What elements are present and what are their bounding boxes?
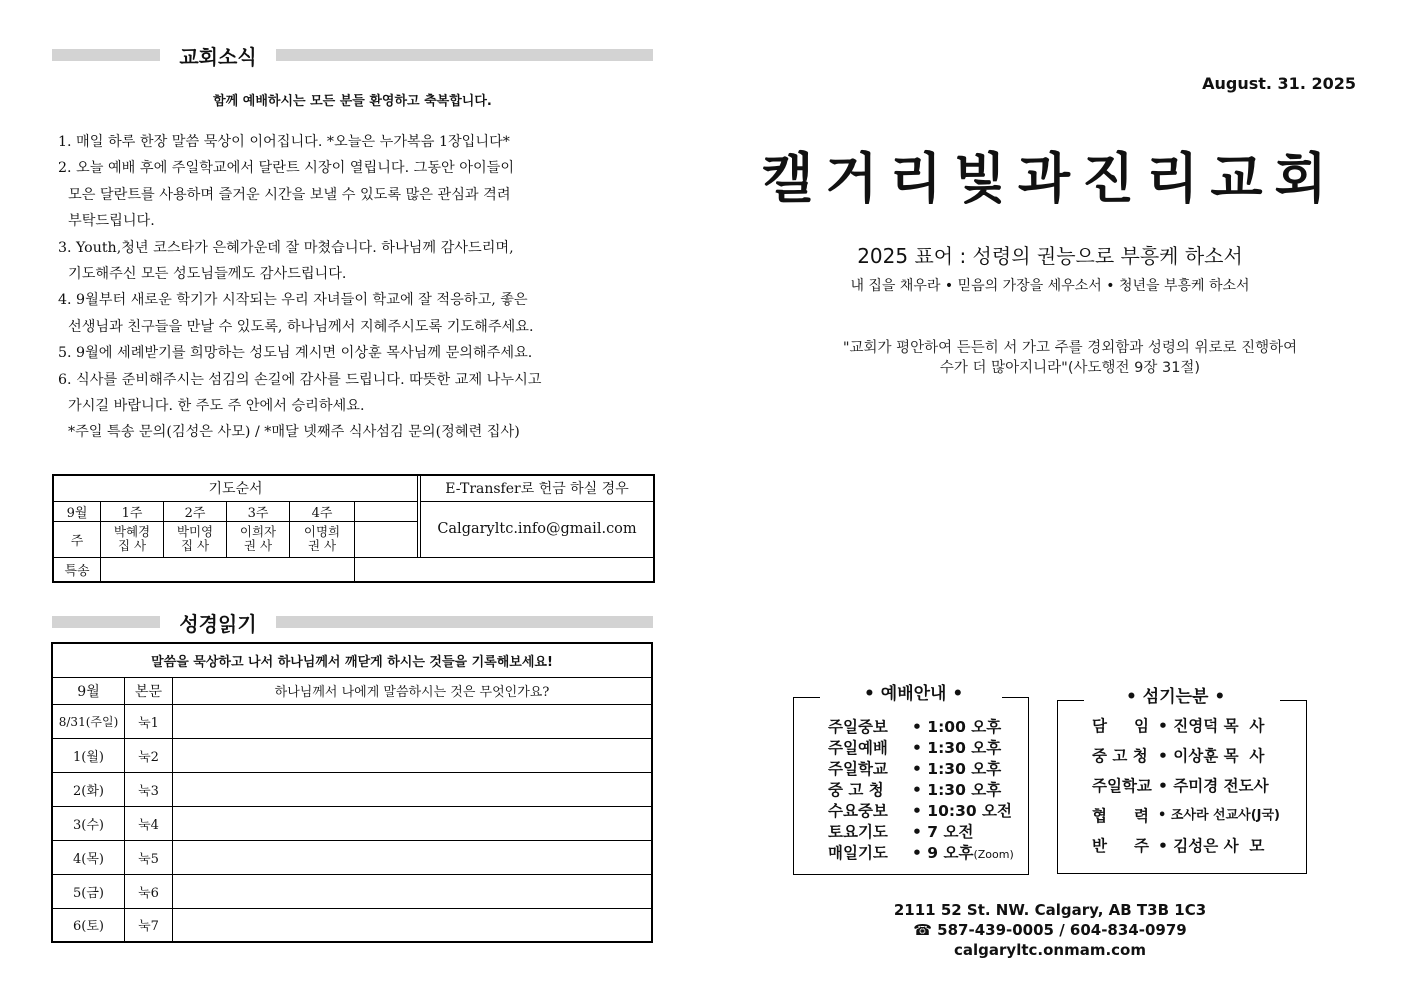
reading-note-cell[interactable] [173, 704, 653, 738]
worship-name: 주일예배 [828, 739, 888, 757]
reading-row [52, 908, 652, 942]
worship-time [912, 799, 1012, 821]
church-contact [760, 900, 1340, 960]
reading-row [52, 874, 652, 908]
worship-name: 중 고 청 [828, 781, 884, 799]
server-role: 협 력 [1092, 807, 1149, 825]
prayer-person: 박혜경 집 사 [101, 521, 164, 557]
news-item: 선생님과 친구들을 만날 수 있도록, 하나님께서 지혜주시도록 기도해주세요. [68, 318, 534, 335]
prayer-empty-cell [355, 521, 418, 557]
church-name: 캘거리빛과진리교회 [761, 147, 1339, 210]
worship-time-text: • 1:00 오후 [912, 718, 1002, 736]
server-name: • 진영덕 목 사 [1158, 717, 1265, 735]
reading-passage: 눅6 [125, 874, 173, 908]
welcome-message: 함께 예배하시는 모든 분들 환영하고 축복합니다. [213, 94, 492, 109]
server-name: • 조사라 선교사(J국) [1158, 808, 1280, 823]
worship-time [912, 715, 1001, 737]
etransfer-email[interactable]: Calgaryltc.info@gmail.com [421, 501, 655, 557]
reading-section-header [52, 612, 653, 636]
prayer-person: 박미영 집 사 [164, 521, 227, 557]
header-bar-right [276, 616, 653, 628]
reading-day: 4(목) [52, 840, 125, 874]
reading-note-cell[interactable] [173, 806, 653, 840]
box-border [1058, 700, 1084, 701]
worship-name: 토요기도 [828, 823, 888, 841]
news-section-title: 교회소식 [179, 45, 257, 69]
etransfer-title: E-Transfer로 헌금 하실 경우 [421, 475, 655, 501]
annual-motto: 2025 표어 : 성령의 권능으로 부흥케 하소서 [857, 244, 1243, 268]
server-name: • 이상훈 목 사 [1158, 747, 1265, 765]
reading-intro: 말씀을 묵상하고 나서 하나님께서 깨닫게 하시는 것들을 기록해보세요! [52, 643, 652, 677]
worship-name: 매일기도 [828, 844, 888, 862]
header-bar-left [52, 49, 160, 61]
servers-title: • 섬기는분 • [1126, 687, 1226, 707]
news-item: 가시길 바랍니다. 한 주도 주 안에서 승리하세요. [68, 398, 365, 415]
reading-passage: 눅7 [125, 908, 173, 942]
reading-note-cell[interactable] [173, 874, 653, 908]
col-passage: 본문 [125, 677, 173, 704]
worship-time [912, 757, 1001, 779]
reading-day: 3(수) [52, 806, 125, 840]
prayer-person: 이희자 권 사 [227, 521, 290, 557]
news-item: 6. 식사를 준비해주시는 섬김의 손길에 감사를 드립니다. 따뜻한 교제 나누시고 [58, 371, 542, 388]
reading-note-cell[interactable] [173, 840, 653, 874]
week-empty [355, 501, 418, 521]
worship-time [912, 841, 1014, 863]
church-website[interactable]: calgaryltc.onmam.com [954, 941, 1146, 959]
verse-line: 수가 더 많아지니라"(사도행전 9장 31절) [939, 360, 1201, 376]
reading-note-cell[interactable] [173, 772, 653, 806]
news-item: 5. 9월에 세례받기를 희망하는 성도님 계시면 이상훈 목사님께 문의해주세요. [58, 345, 533, 362]
special-song-empty [355, 557, 655, 582]
worship-time-text: • 1:30 오후 [912, 739, 1002, 757]
reading-row [52, 772, 652, 806]
reading-note-cell[interactable] [173, 738, 653, 772]
worship-time-text: • 10:30 오전 [912, 802, 1012, 820]
worship-name: 주일학교 [828, 760, 888, 778]
header-bar-left [52, 616, 160, 628]
worship-time-text: • 9 오후 [912, 844, 974, 862]
week-header: 1주 [101, 501, 164, 521]
news-item: *주일 특송 문의(김성은 사모) / *매달 넷째주 식사섬김 문의(정혜련 집사) [68, 424, 520, 441]
reading-day: 6(토) [52, 908, 125, 942]
news-item: 부탁드립니다. [68, 213, 155, 230]
special-song-label: 특송 [53, 557, 101, 582]
worship-time-text: • 1:30 오후 [912, 781, 1002, 799]
news-list [58, 129, 658, 446]
worship-time-text: • 1:30 오후 [912, 760, 1002, 778]
week-header: 2주 [164, 501, 227, 521]
reading-day: 1(월) [52, 738, 125, 772]
server-role: 주일학교 [1092, 777, 1152, 795]
week-header: 4주 [290, 501, 355, 521]
server-role: 반 주 [1092, 837, 1149, 855]
news-item: 2. 오늘 예배 후에 주일학교에서 달란트 시장이 열립니다. 그동안 아이들이 [58, 160, 515, 177]
scripture-verse [770, 338, 1370, 378]
worship-name: 수요중보 [828, 802, 888, 820]
worship-note: (Zoom) [973, 848, 1014, 861]
prayer-row-label: 주 [53, 521, 101, 557]
prayer-table-title: 기도순서 [53, 475, 418, 501]
news-item: 모은 달란트를 사용하며 즐거운 시간을 보낼 수 있도록 많은 관심과 격려 [68, 186, 511, 203]
reading-row [52, 738, 652, 772]
prayer-month: 9월 [53, 501, 101, 521]
news-item: 3. Youth,청년 코스타가 은혜가운데 잘 마쳤습니다. 하나님께 감사드리며, [58, 239, 514, 256]
reading-note-cell[interactable] [173, 908, 653, 942]
reading-passage: 눅2 [125, 738, 173, 772]
news-item: 4. 9월부터 새로운 학기가 시작되는 우리 자녀들이 학교에 잘 적응하고, 좋은 [58, 292, 528, 309]
col-month: 9월 [52, 677, 125, 704]
reading-day: 2(화) [52, 772, 125, 806]
motto-subtitle: 내 집을 채우라 • 믿음의 가장을 세우소서 • 청년을 부흥케 하소서 [850, 278, 1250, 294]
box-border [1280, 700, 1306, 701]
reading-day: 5(금) [52, 874, 125, 908]
news-section-header [52, 45, 653, 69]
reading-passage: 눅5 [125, 840, 173, 874]
reading-row [52, 704, 652, 738]
bible-reading-table [51, 642, 653, 943]
church-phone: ☎ 587-439-0005 / 604-834-0979 [913, 921, 1187, 939]
special-song-cell [101, 557, 355, 582]
reading-section-title: 성경읽기 [179, 612, 257, 636]
reading-day: 8/31(주일) [52, 704, 125, 738]
worship-info-box [793, 684, 1029, 875]
prayer-person: 이명희 권 사 [290, 521, 355, 557]
server-role: 중 고 청 [1092, 747, 1148, 765]
box-border [794, 697, 820, 698]
verse-line: "교회가 평안하여 든든히 서 가고 주를 경외함과 성령의 위로로 진행하여 [842, 340, 1298, 356]
servers-box [1057, 687, 1307, 874]
server-name: • 김성은 사 모 [1158, 837, 1265, 855]
news-item: 1. 매일 하루 한장 말씀 묵상이 이어집니다. *오늘은 누가복음 1장입니다* [58, 134, 510, 150]
worship-time [912, 736, 1001, 758]
prayer-order-table [52, 474, 655, 583]
server-name: • 주미경 전도사 [1158, 777, 1269, 795]
bulletin-date: August. 31. 2025 [1202, 74, 1356, 93]
reading-row [52, 840, 652, 874]
reading-passage: 눅1 [125, 704, 173, 738]
church-address: 2111 52 St. NW. Calgary, AB T3B 1C3 [893, 901, 1207, 919]
worship-info-title: • 예배안내 • [864, 684, 964, 704]
reading-passage: 눅3 [125, 772, 173, 806]
reading-passage: 눅4 [125, 806, 173, 840]
server-role: 담 임 [1092, 717, 1149, 735]
header-bar-right [276, 49, 653, 61]
worship-time [912, 778, 1001, 800]
reading-row [52, 806, 652, 840]
worship-time-text: • 7 오전 [912, 823, 974, 841]
box-border [1002, 697, 1028, 698]
week-header: 3주 [227, 501, 290, 521]
worship-name: 주일중보 [828, 718, 888, 736]
col-question: 하나님께서 나에게 말씀하시는 것은 무엇인가요? [173, 677, 653, 704]
news-item: 기도해주신 모든 성도님들께도 감사드립니다. [68, 266, 347, 283]
worship-time [912, 820, 973, 842]
